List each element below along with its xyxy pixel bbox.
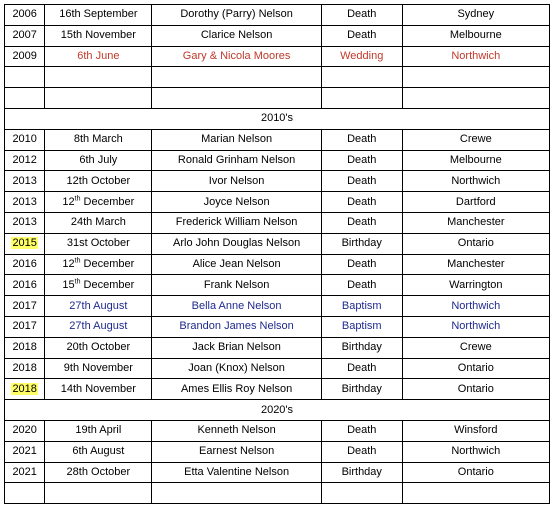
date-ordinal-suffix: th bbox=[74, 194, 81, 202]
cell-place: Manchester bbox=[402, 212, 549, 233]
blank-cell bbox=[5, 88, 45, 109]
cell-event: Birthday bbox=[321, 233, 402, 254]
table-row bbox=[5, 233, 550, 254]
cell-date bbox=[45, 254, 152, 275]
table-row bbox=[5, 358, 550, 379]
decade-section-row bbox=[5, 400, 550, 421]
blank-cell bbox=[45, 67, 152, 88]
cell-place: Sydney bbox=[402, 5, 549, 26]
cell-place: Northwich bbox=[402, 46, 549, 67]
cell-date: 24th March bbox=[45, 212, 152, 233]
cell-event: Wedding bbox=[321, 46, 402, 67]
blank-cell bbox=[402, 67, 549, 88]
date-day: 12 bbox=[62, 257, 75, 270]
cell-place: Warrington bbox=[402, 275, 549, 296]
cell-year bbox=[5, 379, 45, 400]
cell-year: 2017 bbox=[5, 316, 45, 337]
date-month: December bbox=[80, 278, 135, 291]
cell-year: 2006 bbox=[5, 5, 45, 26]
cell-year: 2010 bbox=[5, 129, 45, 150]
cell-event: Death bbox=[321, 5, 402, 26]
date-month: December bbox=[80, 257, 135, 270]
family-events-table bbox=[4, 4, 550, 504]
table-row bbox=[5, 379, 550, 400]
table-row bbox=[5, 337, 550, 358]
cell-name: Ivor Nelson bbox=[152, 171, 322, 192]
cell-event: Death bbox=[321, 171, 402, 192]
date-ordinal-suffix: th bbox=[74, 257, 81, 265]
cell-year bbox=[5, 233, 45, 254]
cell-place: Crewe bbox=[402, 337, 549, 358]
cell-name: Brandon James Nelson bbox=[152, 316, 322, 337]
cell-name: Ames Ellis Roy Nelson bbox=[152, 379, 322, 400]
cell-year: 2012 bbox=[5, 150, 45, 171]
cell-event: Birthday bbox=[321, 337, 402, 358]
cell-date: 16th September bbox=[45, 5, 152, 26]
cell-place: Crewe bbox=[402, 129, 549, 150]
blank-cell bbox=[402, 88, 549, 109]
cell-event: Baptism bbox=[321, 296, 402, 317]
blank-cell bbox=[152, 483, 322, 504]
table-row bbox=[5, 254, 550, 275]
cell-place: Northwich bbox=[402, 316, 549, 337]
cell-year: 2021 bbox=[5, 462, 45, 483]
cell-place: Melbourne bbox=[402, 25, 549, 46]
cell-event: Death bbox=[321, 150, 402, 171]
cell-event: Death bbox=[321, 25, 402, 46]
date-day: 15 bbox=[62, 278, 75, 291]
cell-year: 2016 bbox=[5, 254, 45, 275]
cell-year: 2018 bbox=[5, 358, 45, 379]
cell-year: 2021 bbox=[5, 441, 45, 462]
decade-heading: 2010's bbox=[5, 108, 550, 129]
cell-name: Dorothy (Parry) Nelson bbox=[152, 5, 322, 26]
cell-event: Death bbox=[321, 192, 402, 213]
cell-event: Baptism bbox=[321, 316, 402, 337]
cell-event: Death bbox=[321, 358, 402, 379]
cell-place: Melbourne bbox=[402, 150, 549, 171]
cell-name: Joan (Knox) Nelson bbox=[152, 358, 322, 379]
table-row bbox=[5, 171, 550, 192]
cell-date: 27th August bbox=[45, 316, 152, 337]
table-row bbox=[5, 129, 550, 150]
table-row bbox=[5, 441, 550, 462]
cell-date: 28th October bbox=[45, 462, 152, 483]
blank-row bbox=[5, 88, 550, 109]
cell-name: Etta Valentine Nelson bbox=[152, 462, 322, 483]
cell-year: 2009 bbox=[5, 46, 45, 67]
cell-place: Ontario bbox=[402, 462, 549, 483]
cell-name: Marian Nelson bbox=[152, 129, 322, 150]
cell-event: Death bbox=[321, 129, 402, 150]
cell-year: 2013 bbox=[5, 171, 45, 192]
blank-cell bbox=[402, 483, 549, 504]
cell-event: Death bbox=[321, 254, 402, 275]
cell-name: Alice Jean Nelson bbox=[152, 254, 322, 275]
cell-event: Death bbox=[321, 275, 402, 296]
cell-name: Clarice Nelson bbox=[152, 25, 322, 46]
table-row bbox=[5, 316, 550, 337]
cell-name: Arlo John Douglas Nelson bbox=[152, 233, 322, 254]
cell-date bbox=[45, 275, 152, 296]
cell-date: 6th August bbox=[45, 441, 152, 462]
table-row bbox=[5, 462, 550, 483]
date-day: 12 bbox=[62, 195, 75, 208]
blank-cell bbox=[321, 67, 402, 88]
cell-year: 2016 bbox=[5, 275, 45, 296]
cell-event: Birthday bbox=[321, 379, 402, 400]
cell-place: Ontario bbox=[402, 379, 549, 400]
decade-section-row bbox=[5, 108, 550, 129]
blank-cell bbox=[321, 88, 402, 109]
cell-year: 2020 bbox=[5, 420, 45, 441]
cell-date bbox=[45, 192, 152, 213]
cell-date: 14th November bbox=[45, 379, 152, 400]
cell-name: Kenneth Nelson bbox=[152, 420, 322, 441]
highlighted-year: 2015 bbox=[12, 237, 37, 250]
table-row bbox=[5, 275, 550, 296]
table-row bbox=[5, 212, 550, 233]
blank-cell bbox=[5, 483, 45, 504]
blank-cell bbox=[5, 67, 45, 88]
cell-name: Ronald Grinham Nelson bbox=[152, 150, 322, 171]
cell-date: 20th October bbox=[45, 337, 152, 358]
cell-date: 6th July bbox=[45, 150, 152, 171]
date-month: December bbox=[80, 195, 135, 208]
cell-year: 2017 bbox=[5, 296, 45, 317]
blank-cell bbox=[152, 67, 322, 88]
cell-name: Jack Brian Nelson bbox=[152, 337, 322, 358]
cell-name: Frank Nelson bbox=[152, 275, 322, 296]
cell-date: 12th October bbox=[45, 171, 152, 192]
blank-cell bbox=[152, 88, 322, 109]
highlighted-year: 2018 bbox=[12, 382, 37, 395]
blank-row bbox=[5, 483, 550, 504]
table-row bbox=[5, 296, 550, 317]
cell-date: 9th November bbox=[45, 358, 152, 379]
table-row bbox=[5, 420, 550, 441]
cell-place: Northwich bbox=[402, 296, 549, 317]
cell-name: Gary & Nicola Moores bbox=[152, 46, 322, 67]
cell-place: Manchester bbox=[402, 254, 549, 275]
cell-name: Earnest Nelson bbox=[152, 441, 322, 462]
table-row bbox=[5, 25, 550, 46]
cell-year: 2013 bbox=[5, 192, 45, 213]
decade-heading: 2020's bbox=[5, 400, 550, 421]
cell-year: 2013 bbox=[5, 212, 45, 233]
cell-date: 27th August bbox=[45, 296, 152, 317]
cell-place: Northwich bbox=[402, 441, 549, 462]
cell-event: Death bbox=[321, 212, 402, 233]
table-row bbox=[5, 46, 550, 67]
cell-date: 8th March bbox=[45, 129, 152, 150]
cell-place: Ontario bbox=[402, 358, 549, 379]
cell-name: Joyce Nelson bbox=[152, 192, 322, 213]
cell-place: Winsford bbox=[402, 420, 549, 441]
cell-name: Bella Anne Nelson bbox=[152, 296, 322, 317]
cell-date: 15th November bbox=[45, 25, 152, 46]
table-row bbox=[5, 5, 550, 26]
cell-date: 6th June bbox=[45, 46, 152, 67]
cell-place: Ontario bbox=[402, 233, 549, 254]
table-row bbox=[5, 150, 550, 171]
cell-year: 2018 bbox=[5, 337, 45, 358]
blank-cell bbox=[45, 483, 152, 504]
cell-place: Dartford bbox=[402, 192, 549, 213]
cell-event: Death bbox=[321, 441, 402, 462]
cell-event: Birthday bbox=[321, 462, 402, 483]
blank-cell bbox=[321, 483, 402, 504]
cell-year: 2007 bbox=[5, 25, 45, 46]
cell-date: 19th April bbox=[45, 420, 152, 441]
table-row bbox=[5, 192, 550, 213]
cell-event: Death bbox=[321, 420, 402, 441]
cell-name: Frederick William Nelson bbox=[152, 212, 322, 233]
date-ordinal-suffix: th bbox=[74, 278, 81, 286]
blank-cell bbox=[45, 88, 152, 109]
cell-place: Northwich bbox=[402, 171, 549, 192]
table-body bbox=[5, 5, 550, 504]
cell-date: 31st October bbox=[45, 233, 152, 254]
blank-row bbox=[5, 67, 550, 88]
